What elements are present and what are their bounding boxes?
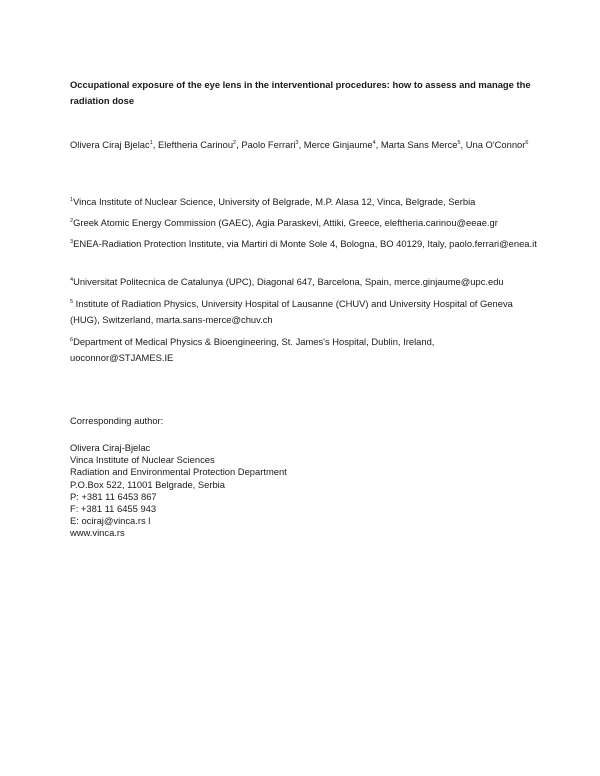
- author-3: Paolo Ferrari$^3$: [241, 139, 299, 150]
- contact-website: www.vinca.rs: [70, 527, 125, 539]
- contact-institute: Vinca Institute of Nuclear Sciences: [70, 454, 215, 466]
- affiliation-2: $^2$Greek Atomic Energy Commission (GAEC), Agia Paraskevi, Attiki, Greece, eleftheria.carinou@eeae.gr: [70, 217, 498, 228]
- author-6: Una O'Connor$^6$: [465, 139, 529, 150]
- author-5: Marta Sans Merce$^5$: [380, 139, 461, 150]
- contact-block: [70, 442, 287, 540]
- affiliation-1: $^1$Vinca Institute of Nuclear Science, University of Belgrade, M.P. Alasa 12, Vinca, Belgrade, Serbia: [70, 196, 476, 207]
- author-2: Eleftheria Carinou$^2$: [158, 139, 237, 150]
- affiliation-6: $^6$Department of Medical Physics & Bioengineering, St. James's Hospital, Dublin, Ireland, uoconnor@STJAMES.IE: [70, 336, 435, 363]
- affiliation-3: $^3$ENEA-Radiation Protection Institute, via Martiri di Monte Sole 4, Bologna, BO 40129, Italy, paolo.ferrari@enea.it: [70, 238, 537, 249]
- affiliation-4: $^4$Universitat Politecnica de Catalunya (UPC), Diagonal 647, Barcelona, Spain, merce.ginjaume@upc.edu: [70, 276, 504, 287]
- contact-email: E: ociraj@vinca.rs l: [70, 515, 151, 527]
- author-1: Olivera Ciraj Bjelac$^1$: [70, 139, 153, 150]
- corresponding-author-label: Corresponding author:: [70, 415, 164, 426]
- author-4: Merce Ginjaume$^4$: [303, 139, 376, 150]
- paper-title: Occupational exposure of the eye lens in the interventional procedures: how to assess and manage the radiation dose: [70, 79, 531, 106]
- contact-department: Radiation and Environmental Protection Department: [70, 466, 287, 478]
- contact-fax: F: +381 11 6455 943: [70, 503, 157, 515]
- contact-phone: P: +381 11 6453 867: [70, 490, 157, 502]
- affiliation-5: $^5$ Institute of Radiation Physics, University Hospital of Lausanne (CHUV) and University Hospital of Geneva (HUG), Switzerland, marta.sans-merce@chuv.ch: [70, 298, 513, 325]
- author-list: Olivera Ciraj Bjelac$^1$, Eleftheria Carinou$^2$, Paolo Ferrari$^3$, Merce Ginjaume$^4$, Marta Sans Merce$^5$, Una O'Connor$^6$: [70, 139, 529, 150]
- contact-name: Olivera Ciraj-Bjelac: [70, 442, 151, 453]
- contact-address: P.O.Box 522, 11001 Belgrade, Serbia: [70, 478, 225, 490]
